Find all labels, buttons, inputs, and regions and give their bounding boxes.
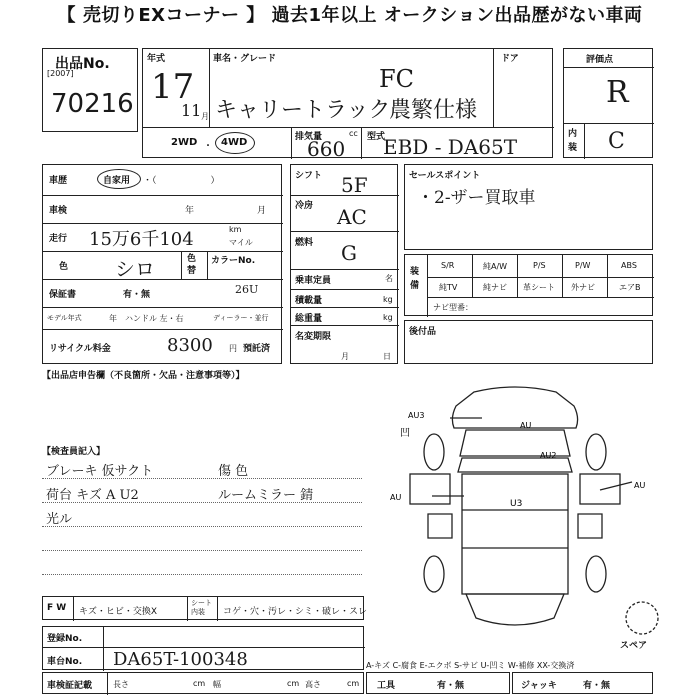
- cargo-bed-shape: [462, 474, 568, 594]
- year-month: 11: [181, 101, 202, 120]
- inspector-line-3: 光ル: [46, 512, 73, 527]
- jack-label: ジャッキ: [521, 681, 557, 691]
- fw-text: キズ・ヒビ・交換X: [79, 607, 157, 617]
- capacity-unit: 名: [385, 274, 393, 283]
- color-no-label: カラーNo.: [211, 256, 256, 266]
- damage-legend: A-キズ C-腐食 E-エクボ S-サビ U-凹ミ W-補修 XX-交換済: [366, 661, 575, 670]
- drive-4wd: 4WD: [221, 137, 248, 148]
- dims-width: 幅: [213, 680, 221, 689]
- seat-text: コゲ・穴・汚レ・シミ・破レ・スレ: [223, 607, 368, 617]
- color-replace: 色替: [187, 254, 197, 276]
- tools-value: 有・無: [437, 681, 465, 691]
- seat-label: シート内装: [191, 599, 212, 616]
- mile-unit: マイル: [229, 238, 253, 247]
- score-box: [563, 48, 653, 158]
- color-value: シロ: [115, 257, 155, 281]
- history-dot: ・（ ）: [143, 176, 220, 186]
- rear-shape: [466, 594, 564, 625]
- mark-au-front: AU: [520, 421, 532, 430]
- equip-airbag: エアB: [619, 283, 641, 292]
- tools-label: 工具: [377, 681, 396, 691]
- mark-au3: AU3: [408, 411, 425, 420]
- notes-label: 【出品店申告欄（不良箇所・欠品・注意事項等）】: [42, 371, 245, 381]
- equipment-box: [404, 254, 653, 316]
- equip-ps: P/S: [533, 261, 546, 270]
- mid-box: [290, 164, 398, 364]
- equip-tv: 純TV: [439, 283, 458, 292]
- year-label: 年式: [147, 54, 166, 64]
- year-value: 17: [151, 67, 195, 107]
- equip-leather: 革シート: [523, 283, 555, 292]
- jack-box: [512, 672, 653, 694]
- dims-cm3: cm: [347, 679, 360, 688]
- displacement-value: 660: [307, 137, 346, 161]
- inspector-label: 【検査員記入】: [42, 447, 106, 457]
- equipment-label: 装備: [410, 267, 420, 291]
- lot-box: [42, 48, 138, 132]
- rear-right-wheel: [586, 556, 606, 592]
- mileage-label: 走行: [49, 234, 68, 244]
- dims-cm1: cm: [193, 679, 206, 688]
- name-label: 車名・グレード: [213, 54, 277, 64]
- reg-label: 登録No.: [47, 634, 83, 644]
- inspector-line-5: ルームミラー 錆: [218, 488, 314, 503]
- left-door: [410, 474, 450, 504]
- grade-value: FC: [379, 65, 415, 93]
- grade-sub: 農繁仕様: [389, 98, 478, 123]
- fw-label: F W: [47, 603, 67, 613]
- spare-label: スペア: [620, 641, 648, 651]
- mark-au-right: AU: [634, 481, 646, 490]
- navi-model-label: ナビ型番：: [433, 303, 473, 312]
- lot-number: 70216: [51, 89, 134, 119]
- score-value: R: [606, 75, 629, 110]
- inspection-month: 月: [257, 206, 267, 216]
- history-box: [42, 164, 282, 364]
- cooling-label: 冷房: [295, 201, 314, 211]
- deposited-label: 預託済: [243, 344, 271, 354]
- shift-value: 5F: [341, 173, 368, 197]
- equip-sr: S/R: [441, 261, 455, 270]
- fuel-value: G: [341, 241, 357, 265]
- model-value: EBD - DA65T: [383, 135, 518, 159]
- dims-height: 高さ: [305, 680, 321, 689]
- header-title: 【 売切りEXコーナー 】 過去1年以上 オークション出品歴がない車両: [57, 5, 643, 26]
- chassis-value: DA65T-100348: [113, 649, 248, 670]
- front-right-wheel: [586, 434, 606, 470]
- aftermarket-label: 後付品: [409, 327, 437, 337]
- color-label: 色: [59, 262, 69, 272]
- km-unit: km: [229, 225, 242, 234]
- door-label: ドア: [501, 54, 519, 64]
- fw-box: [42, 596, 368, 620]
- chassis-label: 車台No.: [47, 657, 83, 667]
- deadline-day: 日: [383, 352, 391, 361]
- inspection-label: 車検: [49, 206, 68, 216]
- sales-box: [404, 164, 653, 250]
- dims-length: 長さ: [113, 680, 129, 689]
- yen-unit: 円: [229, 344, 237, 353]
- fuel-label: 燃料: [295, 238, 314, 248]
- sales-text: ・2-ザー買取車: [417, 188, 536, 208]
- inspection-year: 年: [185, 206, 195, 216]
- equip-abs: ABS: [621, 261, 637, 270]
- lot-label: 出品No.: [55, 56, 110, 72]
- deadline-month: 月: [341, 352, 349, 361]
- inspector-line-2: 荷台 キズ A U2: [46, 488, 139, 503]
- inspector-line-1: ブレーキ 仮サクト: [46, 464, 154, 479]
- dealer-value: ディーラー・並行: [213, 314, 269, 322]
- recycle-label: リサイクル料金: [49, 344, 111, 354]
- model-year-label: モデル年式: [47, 314, 82, 322]
- load-label: 積載量: [295, 296, 323, 306]
- windshield-shape: [458, 458, 572, 472]
- cc-unit: cc: [349, 129, 358, 138]
- reg-box: [42, 626, 364, 670]
- mark-u3: U3: [510, 499, 523, 509]
- name-value: キャリートラック: [215, 98, 391, 123]
- deadline-label: 名変期限: [295, 332, 332, 342]
- mileage-value: 15万6千104: [89, 229, 194, 250]
- year-suffix: 月: [201, 112, 209, 121]
- gross-unit: kg: [383, 313, 393, 322]
- jack-value: 有・無: [583, 681, 611, 691]
- color-no-value: 26U: [235, 283, 259, 296]
- model-year-year: 年: [109, 314, 117, 323]
- history-label: 車歴: [49, 176, 68, 186]
- aftermarket-box: [404, 320, 653, 364]
- top-info-box: 年式 17 11 月 車名・グレード FC キャリートラック 農繁仕様 ドア 2WD ・ 4WD 排気量 660 cc 型式 EBD - DA65T: [142, 48, 553, 158]
- dims-cm2: cm: [287, 679, 300, 688]
- right-door: [580, 474, 620, 504]
- mark-au-left: AU: [390, 493, 402, 502]
- lot-year-tag: [2007]: [47, 69, 74, 78]
- inspector-line-4: 傷 色: [218, 464, 249, 479]
- equip-ext-navi: 外ナビ: [571, 283, 595, 292]
- sales-label: セールスポイント: [409, 171, 481, 181]
- cooling-value: AC: [337, 205, 367, 229]
- interior-label: 内装: [568, 129, 578, 153]
- warranty-value: 有・無: [123, 290, 151, 300]
- equip-navi: 純ナビ: [483, 283, 507, 292]
- tools-box: [366, 672, 510, 694]
- warranty-label: 保証書: [49, 290, 77, 300]
- front-bumper-shape: [452, 387, 577, 428]
- displacement-label: 排気量: [295, 132, 323, 142]
- owner-value: 自家用: [103, 176, 131, 186]
- recycle-value: 8300: [167, 335, 213, 356]
- equip-aw: 純A/W: [483, 262, 508, 271]
- capacity-label: 乗車定員: [295, 276, 332, 286]
- score-label: 評価点: [586, 55, 614, 65]
- spare-tire-circle: [626, 602, 658, 634]
- inspector-area: [42, 456, 362, 592]
- gross-label: 総重量: [295, 314, 323, 324]
- car-diagram: [370, 378, 660, 648]
- mark-au2: AU2: [540, 451, 557, 460]
- model-label: 型式: [367, 132, 386, 142]
- handle-value: ハンドル 左・右: [125, 314, 184, 323]
- shift-label: シフト: [295, 171, 323, 181]
- interior-value: C: [608, 129, 625, 154]
- front-left-wheel: [424, 434, 444, 470]
- load-unit: kg: [383, 295, 393, 304]
- dims-label: 車検証記載: [47, 681, 93, 691]
- drive-2wd: 2WD: [171, 137, 198, 148]
- mark-dent: 凹: [400, 428, 410, 439]
- rear-left-wheel: [424, 556, 444, 592]
- equip-pw: P/W: [575, 261, 591, 270]
- dims-box: [42, 672, 364, 694]
